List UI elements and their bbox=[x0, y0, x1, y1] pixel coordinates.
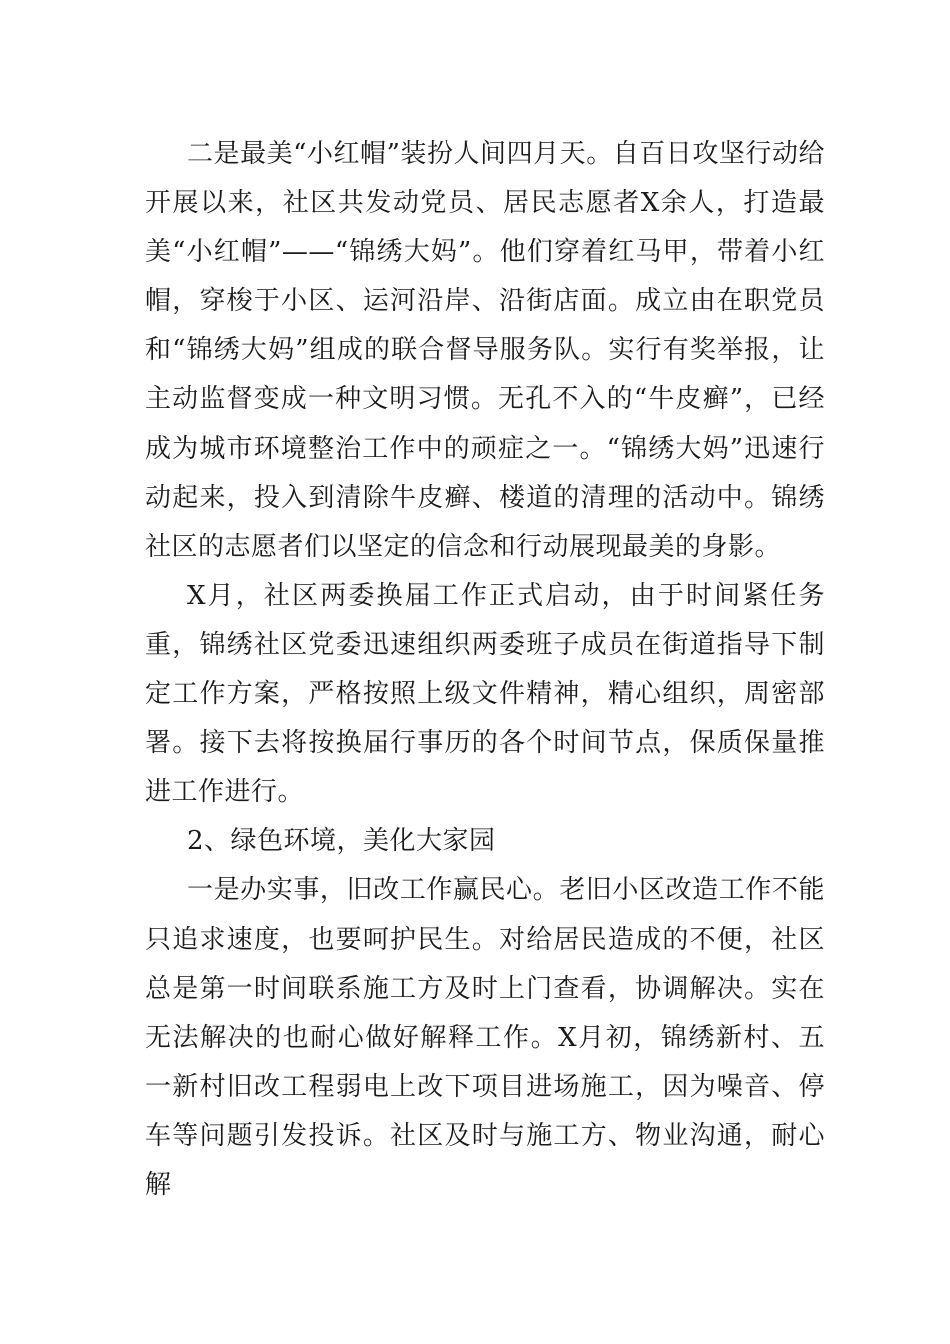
paragraph-renovation-work: 一是办实事，旧改工作赢民心。老旧小区改造工作不能只追求速度，也要呵护民生。对给居民造成的不便，社区总是第一时间联系施工方及时上门查看，协调解决。实在无法解决的也耐心做好解释工作。X月初，锦绣新村、五一新村旧改工程弱电上改下项目进场施工，因为噪音、停车等问题引发投诉。社区及时与施工方、物业沟通，耐心解 bbox=[145, 875, 825, 1200]
paragraph-little-red-hats: 二是最美“小红帽”装扮人间四月天。自百日攻坚行动给开展以来，社区共发动党员、居民志愿者X余人，打造最美“小红帽”——“锦绣大妈”。他们穿着红马甲，带着小红帽，穿梭于小区、运河沿岸、沿街店面。成立由在职党员和“锦绣大妈”组成的联合督导服务队。实行有奖举报，让主动监督变成一种文明习惯。无孔不入的“牛皮癣”，已经成为城市环境整治工作中的顽症之一。“锦绣大妈”迅速行动起来，投入到清除牛皮癣、楼道的清理的活动中。锦绣社区的志愿者们以坚定的信念和行动展现最美的身影。 bbox=[145, 139, 825, 562]
document-body bbox=[145, 130, 825, 1210]
section-heading-green-environment: 2、绿色环境，美化大家园 bbox=[187, 826, 496, 857]
paragraph-committee-election: X月，社区两委换届工作正式启动，由于时间紧任务重，锦绣社区党委迅速组织两委班子成员在街道指导下制定工作方案，严格按照上级文件精神，精心组织，周密部署。接下去将按换届行事历的各个时间节点，保质保量推进工作进行。 bbox=[145, 580, 825, 808]
